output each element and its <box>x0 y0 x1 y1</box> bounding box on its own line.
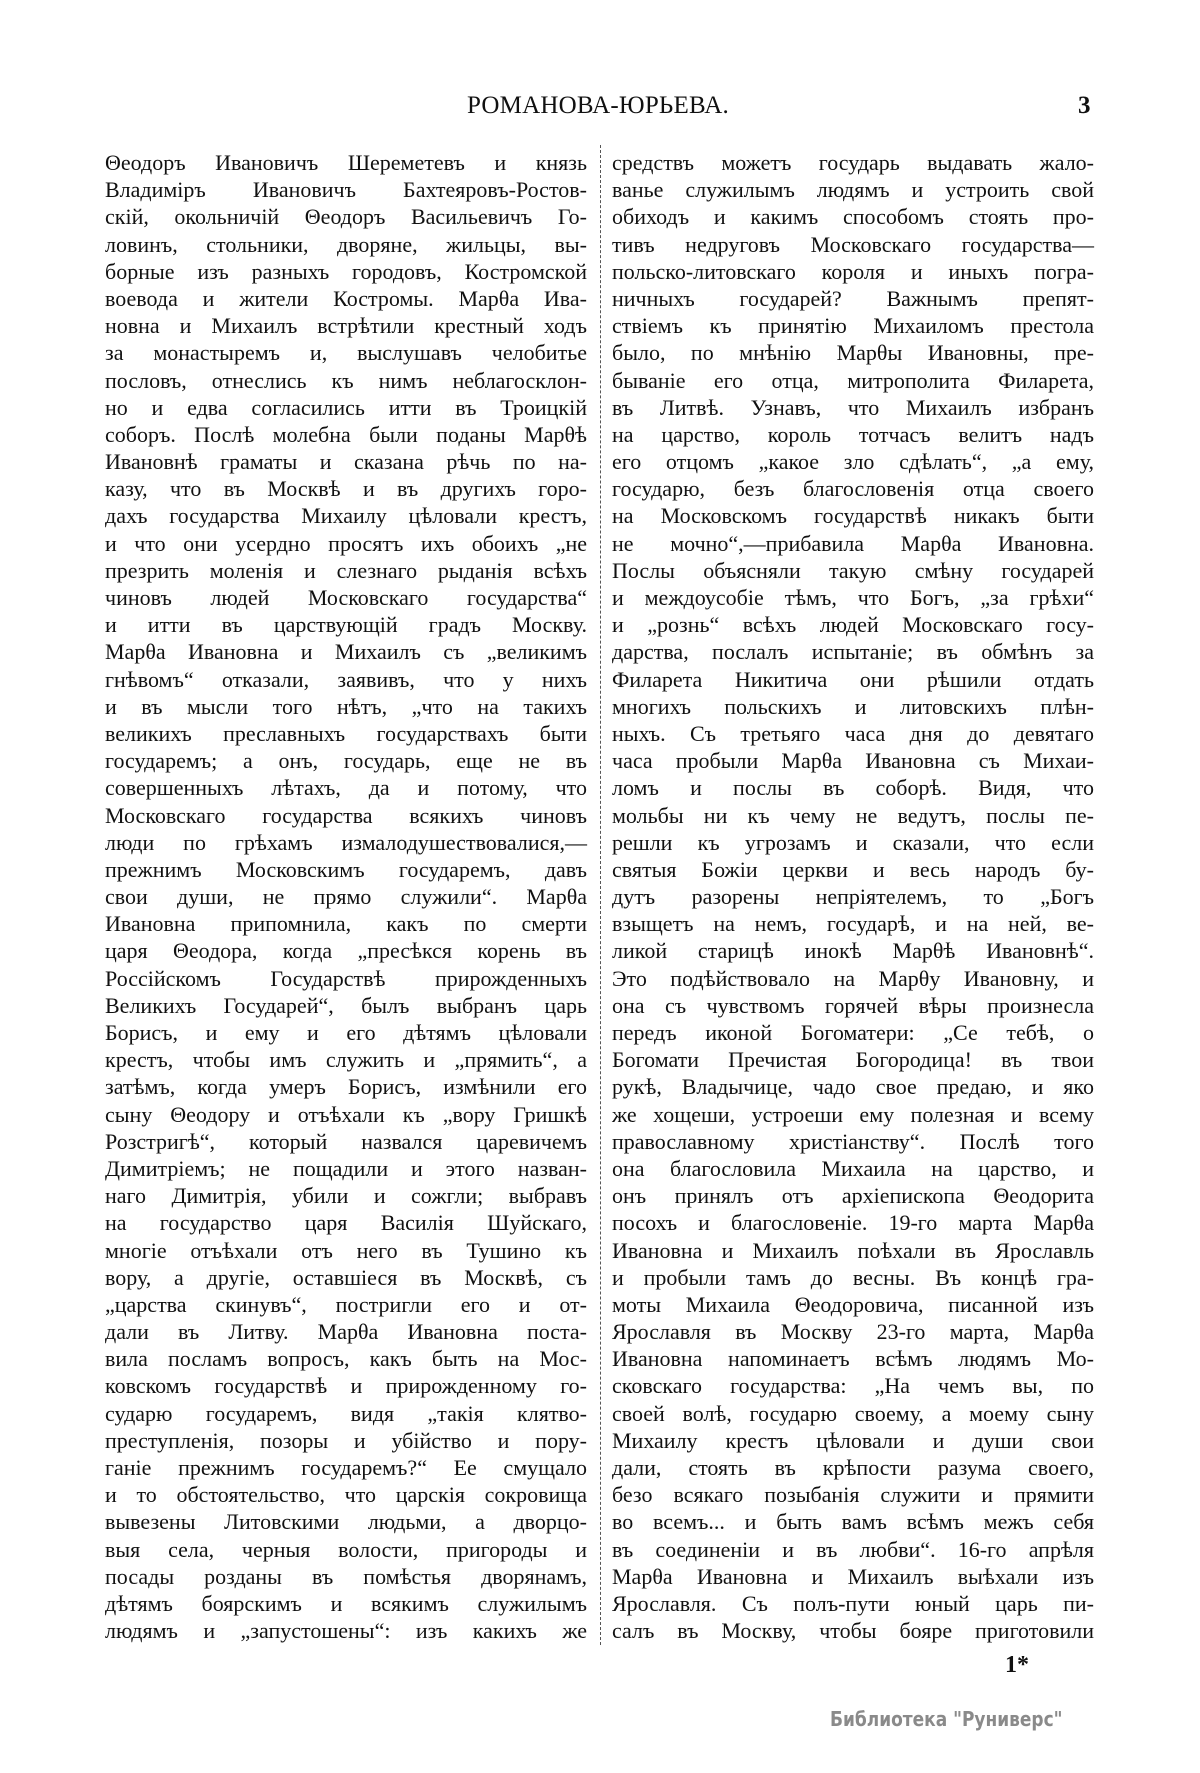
text-line: дутъ разорены непріятелемъ, то „Богъ <box>612 884 1094 910</box>
text-line: воевода и жители Костромы. Марθа Ива- <box>105 285 587 311</box>
text-line: затѣмъ, когда умеръ Борисъ, измѣнили его <box>105 1074 587 1100</box>
text-line: мольбы ни къ чему не ведутъ, послы пе- <box>612 802 1094 828</box>
text-line: вывезены Литовскими людьми, а дворцо- <box>105 1509 587 1535</box>
text-line: онъ принялъ отъ архіепископа Θеодорита <box>612 1183 1094 1209</box>
text-line: бываніе его отца, митрополита Филарета, <box>612 367 1094 393</box>
text-line: въ соединеніи и въ любви“. 16-го апрѣля <box>612 1536 1094 1562</box>
text-line: она благословила Михаила на царство, и <box>612 1155 1094 1181</box>
page-number: 3 <box>1078 92 1091 119</box>
left-text-column <box>105 149 587 1644</box>
text-line: Владиміръ Ивановичъ Бахтеяровъ-Ростов- <box>105 177 587 203</box>
text-line: и что они усердно просятъ ихъ обоихъ „не <box>105 530 587 556</box>
text-line: ломъ и послы въ соборѣ. Видя, что <box>612 775 1094 801</box>
text-line: прежнимъ Московскимъ государемъ, давъ <box>105 856 587 882</box>
text-line: Ивановнѣ граматы и сказана рѣчь по на- <box>105 449 587 475</box>
text-line: взыщетъ на немъ, государѣ, и на ней, ве- <box>612 911 1094 937</box>
column-divider <box>600 145 601 1645</box>
text-line: было, по мнѣнію Марθы Ивановны, пре- <box>612 340 1094 366</box>
text-line: и то обстоятельство, что царскія сокровища <box>105 1482 587 1508</box>
text-line: святыя Божіи церкви и весь народъ бу- <box>612 856 1094 882</box>
text-line: людямъ и „запустошены“: изъ какихъ же <box>105 1618 587 1644</box>
text-line: своей волѣ, государю своему, а моему сыну <box>612 1400 1094 1426</box>
text-line: Марθа Ивановна и Михаилъ съ „великимъ <box>105 639 587 665</box>
text-line: въ Литвѣ. Узнавъ, что Михаилъ избранъ <box>612 394 1094 420</box>
text-line: дали въ Литву. Марθа Ивановна поста- <box>105 1319 587 1345</box>
text-line: ковскомъ государствѣ и прирожденному го- <box>105 1373 587 1399</box>
text-line: Михаилу крестъ цѣловали и души свои <box>612 1427 1094 1453</box>
text-line: во всемъ... и быть вамъ всѣмъ межъ себя <box>612 1509 1094 1535</box>
text-line: посады розданы въ помѣстья дворянамъ, <box>105 1563 587 1589</box>
text-line: тивъ недруговъ Московскаго государства— <box>612 231 1094 257</box>
text-line: Ярославля въ Москву 23-го марта, Марθа <box>612 1319 1094 1345</box>
text-line: ничныхъ государей? Важнымъ препят- <box>612 285 1094 311</box>
text-line: наго Димитрія, убили и сожгли; выбравъ <box>105 1183 587 1209</box>
text-line: польско-литовскаго короля и иныхъ погра- <box>612 258 1094 284</box>
text-line: рукѣ, Владычице, чадо свое предаю, и яко <box>612 1074 1094 1100</box>
text-line: Марθа Ивановна и Михаилъ выѣхали изъ <box>612 1563 1094 1589</box>
text-line: ствіемъ къ принятію Михаиломъ престола <box>612 313 1094 339</box>
text-line: новна и Михаилъ встрѣтили крестный ходъ <box>105 313 587 339</box>
text-line: вору, а другіе, оставшіеся въ Москвѣ, съ <box>105 1264 587 1290</box>
text-line: ловинъ, стольники, дворяне, жильцы, вы- <box>105 231 587 257</box>
text-line: на царство, король тотчасъ велитъ надъ <box>612 421 1094 447</box>
text-line: дали, стоять въ крѣпости разума своего, <box>612 1455 1094 1480</box>
text-line: и пробыли тамъ до весны. Въ концѣ гра- <box>612 1264 1094 1290</box>
text-line: крестъ, чтобы имъ служить и „прямить“, а <box>105 1047 587 1073</box>
text-line: свои души, не прямо служили“. Марθа <box>105 884 587 910</box>
text-line: и итти въ царствующій градъ Москву. <box>105 612 587 638</box>
page-header <box>0 92 1200 126</box>
text-line: Это подѣйствовало на Марθу Ивановну, и <box>612 965 1094 991</box>
text-line: передъ иконой Богоматери: „Се тебѣ, о <box>612 1020 1094 1045</box>
text-line: сковскаго государства: „На чемъ вы, по <box>612 1373 1094 1399</box>
text-line: Послы объясняли такую смѣну государей <box>612 557 1094 583</box>
text-line: государю, безъ благословенія отца своего <box>612 476 1094 502</box>
text-line: дарства, послалъ испытаніе; въ обмѣнъ за <box>612 639 1094 665</box>
text-line: многихъ польскихъ и литовскихъ плѣн- <box>612 693 1094 719</box>
text-line: его отцомъ „какое зло сдѣлать“, „а ему, <box>612 449 1094 475</box>
text-line: скій, окольничій Θеодоръ Васильевичъ Го- <box>105 204 587 230</box>
text-line: гнѣвомъ“ отказали, заявивъ, что у нихъ <box>105 666 587 692</box>
text-line: соборъ. Послѣ молебна были поданы Марθѣ <box>105 421 587 447</box>
library-watermark: Библиотека "Руниверс" <box>830 1707 1063 1731</box>
text-line: преступленія, позоры и убійство и пору- <box>105 1427 587 1453</box>
text-line: пословъ, отнеслись къ нимъ неблагосклон- <box>105 367 587 393</box>
right-text-column <box>612 149 1094 1644</box>
text-line: государемъ; а онъ, государь, еще не въ <box>105 748 587 774</box>
text-line: казу, что въ Москвѣ и въ другихъ горо- <box>105 476 587 502</box>
text-line: Θеодоръ Ивановичъ Шереметевъ и князь <box>105 150 587 175</box>
text-line: вила посламъ вопросъ, какъ быть на Мос- <box>105 1346 587 1372</box>
text-line: Ивановна напоминаетъ всѣмъ людямъ Мо- <box>612 1346 1094 1372</box>
text-line: ганіе прежнимъ государемъ?“ Ее смущало <box>105 1455 587 1480</box>
text-line: и „рознь“ всѣхъ людей Московскаго госу- <box>612 612 1094 638</box>
text-line: моты Михаила Θеодоровича, писанной изъ <box>612 1291 1094 1317</box>
text-line: ликой старицѣ инокѣ Марθѣ Ивановнѣ“. <box>612 938 1094 964</box>
text-line: же хощеши, устроеши ему полезная и всему <box>612 1101 1094 1127</box>
text-line: посохъ и благословеніе. 19-го марта Марθа <box>612 1210 1094 1236</box>
text-line: люди по грѣхамъ измалодушествовалися,— <box>105 829 587 855</box>
text-line: многіе отъѣхали отъ него въ Тушино къ <box>105 1237 587 1263</box>
text-line: Розстригѣ“, который назвался царевичемъ <box>105 1128 587 1154</box>
text-line: решли къ угрозамъ и сказали, что если <box>612 829 1094 855</box>
text-line: Московскаго государства всякихъ чиновъ <box>105 802 587 828</box>
text-line: Димитріемъ; не пощадили и этого назван- <box>105 1155 587 1181</box>
text-line: совершенныхъ лѣтахъ, да и потому, что <box>105 775 587 801</box>
text-line: Ярославля. Съ полъ-пути юный царь пи- <box>612 1590 1094 1616</box>
text-line: царя Θеодора, когда „пресѣкся корень въ <box>105 938 587 964</box>
text-line: Ивановна и Михаилъ поѣхали въ Ярославль <box>612 1237 1094 1263</box>
text-line: но и едва согласились итти въ Троицкій <box>105 394 587 420</box>
text-line: часа пробыли Марθа Ивановна съ Михаи- <box>612 748 1094 774</box>
text-line: и въ мысли того нѣтъ, „что на такихъ <box>105 693 587 719</box>
text-line: Филарета Никитича они рѣшили отдать <box>612 666 1094 692</box>
text-line: Ивановна припомнила, какъ по смерти <box>105 911 587 937</box>
text-line: сударю государемъ, видя „такія клятво- <box>105 1400 587 1426</box>
text-line: борные изъ разныхъ городовъ, Костромской <box>105 258 587 284</box>
text-line: православному христіанству“. Послѣ того <box>612 1128 1094 1154</box>
text-line: Борисъ, и ему и его дѣтямъ цѣловали <box>105 1020 587 1045</box>
text-line: „царства скинувъ“, постригли его и от- <box>105 1291 587 1317</box>
text-line: сыну Θеодору и отъѣхали къ „вору Гришкѣ <box>105 1101 587 1127</box>
text-line: Россійскомъ Государствѣ прирожденныхъ <box>105 965 587 991</box>
text-line: Богомати Пречистая Богородица! въ твои <box>612 1047 1094 1073</box>
text-line: и междоусобіе тѣмъ, что Богъ, „за грѣхи“ <box>612 585 1094 610</box>
text-line: ванье служилымъ людямъ и устроить свой <box>612 177 1094 203</box>
text-line: она съ чувствомъ горячей вѣры произнесла <box>612 992 1094 1018</box>
text-line: чиновъ людей Московскаго государства“ <box>105 585 587 610</box>
text-line: безо всякаго позыбанія служити и прямити <box>612 1482 1094 1508</box>
text-line: дѣтямъ боярскимъ и всякимъ служилымъ <box>105 1590 587 1616</box>
text-line: на Московскомъ государствѣ никакъ быти <box>612 503 1094 529</box>
text-line: не мочно“,—прибавила Марθа Ивановна. <box>612 530 1094 556</box>
text-line: выя села, черныя волости, пригороды и <box>105 1536 587 1562</box>
text-line: дахъ государства Михаилу цѣловали крестъ, <box>105 503 587 529</box>
text-line: обиходъ и какимъ способомъ стоять про- <box>612 204 1094 230</box>
text-line: салъ въ Москву, чтобы бояре приготовили <box>612 1618 1094 1644</box>
signature-mark: 1* <box>1005 1652 1029 1678</box>
text-line: ныхъ. Съ третьяго часа дня до девятаго <box>612 720 1094 746</box>
text-line: за монастыремъ и, выслушавъ челобитье <box>105 340 587 366</box>
text-line: на государство царя Василія Шуйскаго, <box>105 1210 587 1236</box>
text-line: Великихъ Государей“, былъ выбранъ царь <box>105 992 587 1018</box>
text-line: великихъ преславныхъ государствахъ быти <box>105 720 587 746</box>
text-line: презрить моленія и слезнаго рыданія всѣхъ <box>105 557 587 583</box>
running-title: РОМАНОВА-ЮРЬЕВА. <box>467 92 729 119</box>
text-line: средствъ можетъ государь выдавать жало- <box>612 150 1094 175</box>
